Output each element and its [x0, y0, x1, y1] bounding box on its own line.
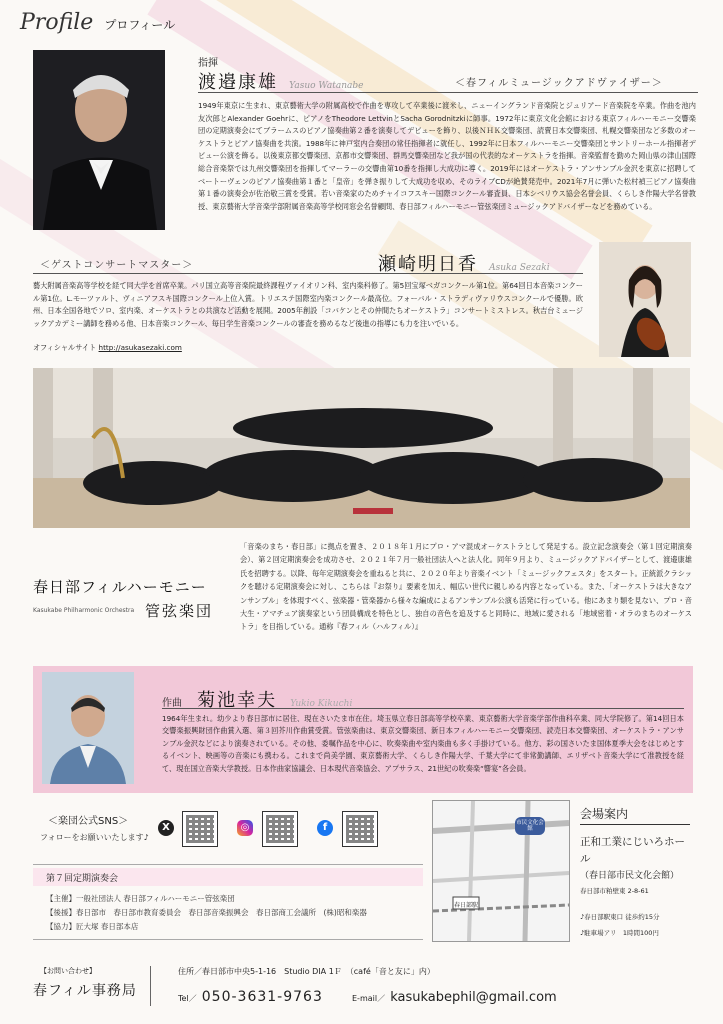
- orchestra-name-jp-2: 管弦楽団: [145, 602, 214, 620]
- x-icon[interactable]: X: [158, 820, 174, 836]
- venue-name: 正和工業にじいろホール: [580, 836, 685, 865]
- orchestra-name-en: Kasukabe Philharmonic Orchestra: [33, 607, 135, 614]
- page-header: [20, 10, 175, 35]
- concertmaster-site-link[interactable]: http://asukasezaki.com: [98, 343, 182, 352]
- concertmaster-tagline: ＜ゲストコンサートマスター＞: [40, 260, 194, 271]
- conductor-roman-name: Yasuo Watanabe: [289, 81, 364, 91]
- conductor-name-row: [198, 68, 363, 94]
- orchestra-name-block: [33, 576, 233, 620]
- footer-inquiry-label: 【お問い合わせ】: [40, 967, 96, 975]
- footer-tel-label: Tel／: [178, 994, 197, 1003]
- venue-parking: ♪駐車場アリ 1時間100円: [580, 929, 659, 937]
- sns-subtitle: フォローをお願いいたします♪: [40, 833, 149, 842]
- concertmaster-divider: [33, 273, 583, 274]
- footer-address: 住所／春日部市中央5-1-16 Studio DIA 1Ｆ （café「音と友に」内）: [178, 967, 435, 976]
- concert-row-sponsor: [46, 907, 367, 918]
- conductor-tagline: ＜春フィルミュージックアドヴァイザー＞: [455, 78, 663, 89]
- orchestra-bio: 「音楽のまち・春日部」に拠点を置き、２０１８年１月にプロ・アマ混成オーケストラとして発足する。設立記念演奏会（第１回定期演奏会）、第２回定期演奏会を成功させ、２０２１年７月一般社団法人へと法人化。同年９月より、ミュージックアドバイザーとして、渡邉康雄氏を招聘する。以降、毎年定期演奏会を重ねると共に、２０２０年より音楽イベント「ミュージックフェスタ」をスタート。正統派クラシックを聴ける定期演奏会に対し、こちらは『お祭り』要素を加え、幅広い世代に親しめる内容となっている。また、「オーケストラは大きなアンサンブル」を体現すべく、弦楽器・管楽器から様々な編成によるアンサンブル公演も活発に行っている。他にあまり類を見ない、プロ・音大生・アマチュア演奏家という団員構成を特色とし、独自の音色を追及すると同時に、地域に愛される「地域密着・オラのまちのオーケストラ」を目指している。通称『春フィル（ハルフィル）』: [240, 542, 692, 632]
- composer-roman-name: Yukio Kikuchi: [290, 699, 353, 709]
- footer-tel[interactable]: 050-3631-9763: [201, 989, 323, 1005]
- concertmaster-roman-name: Asuka Sezaki: [489, 263, 550, 273]
- concertmaster-site-label: オフィシャルサイト: [33, 343, 97, 352]
- conductor-photo: [33, 50, 165, 230]
- row-value: 一般社団法人 春日部フィルハーモニー管弦楽団: [76, 894, 235, 903]
- map-station-label: 春日部駅: [454, 902, 479, 909]
- x-qr-code: [182, 811, 218, 847]
- conductor-name: 渡邉康雄: [198, 72, 278, 93]
- instagram-icon[interactable]: ◎: [237, 820, 253, 836]
- composer-role: 作曲: [162, 698, 182, 709]
- orchestra-name-jp: 春日部フィルハーモニー: [33, 578, 207, 596]
- venue-access: ♪春日部駅東口 徒歩約15分: [580, 913, 660, 921]
- row-key: 【主催】: [46, 894, 76, 903]
- composer-bio: 1964年生まれ。幼少より春日部市に居住、現在さいたま市在住。埼玉県立春日部高等学校卒業、東京藝術大学音楽学部作曲科卒業、同大学院修了。第14回日本交響楽振興財団作曲賞入選、第３回芥川作曲賞受賞。管弦楽曲は、東京交響楽団、新日本フィルハーモニー交響楽団、読売日本交響楽団、オーケストラ・アンサンブル金沢などにより演奏されている。その他、委嘱作品を中心に、吹奏楽曲や室内楽曲も多く手掛けている。他方、彩の国さいたま国体夏季大会をはじめとするイベント、映画等の音楽にも携わる。これまで尚美学園、東京藝術大学、くらしき作陽大学、千葉大学にて非常勤講師、エリザベト音楽大学にて准教授を経て、現在国立音楽大学教授。日本作曲家協議会、日本現代音楽協会、アプサラス、21世紀の吹奏楽“響宴”各会員。: [162, 714, 684, 773]
- venue-sub: （春日部市民文化会館）: [580, 871, 680, 881]
- venue-title: 会場案内: [580, 807, 629, 821]
- profile-script-title: Profile: [20, 10, 94, 35]
- row-value: 匠大塚 春日部本店: [76, 922, 139, 931]
- concertmaster-bio: 藝大附属音楽高等学校を経て同大学を首席卒業。パリ国立高等音楽院最終課程ヴァイオリン科、室内楽科修了。第5回宝塚ベガコンクール第1位。第64回日本音楽コンクール第1位。L.モーツァルト、ヴィニアフスキ国際コンクール上位入賞。トリエステ国際室内楽コンクール最高位。フォーバル・ストラディヴァリウスコンクールで優勝。欧州、日本全国各地でソロ、室内楽、オーケストラとの共演など活動を展開。2005年創設「コバケンとその仲間たちオーケストラ」コンサートミストレス。秋吉台ミュージックアカデミー講師を務める他、日本音楽コンクール、毎日学生音楽コンクールの審査を務めるなど後進の指導にも力を注いでいる。: [33, 281, 583, 328]
- row-key: 【協力】: [46, 922, 76, 931]
- composer-photo: [42, 672, 134, 784]
- footer-email-row: [352, 986, 557, 1005]
- concertmaster-name: 瀬崎明日香: [378, 254, 478, 275]
- conductor-role: 指揮: [198, 58, 218, 69]
- concert-title: 第７回定期演奏会: [46, 874, 119, 884]
- concertmaster-photo: [599, 242, 691, 357]
- map-hall-label: 市民文化会館: [516, 820, 544, 832]
- conductor-bio: 1949年東京に生まれ、東京藝術大学の附属高校で作曲を専攻して卒業後に渡米し、ニューイングランド音楽院とジュリアード音楽院を卒業。作曲を池内友次郎とAlexander Goehrに、ピアノをTheodore LettvinとSacha Gorodnitzkiに師事。1972年に東京文化会館における東京フィルハーモニー交響楽団の定期演奏会にてブラームスのピアノ協奏曲第２番を演奏してデビューを飾り、以後ＮＨＫ交響楽団、読賣日本交響楽団、札幌交響楽団など多数のオーケストラとピアノ協奏曲を共演。1988年に神戸室内合奏団の常任指揮者に就任し、1992年に日本フィルハーモニー交響楽団とサントリーホール指揮者デビュー公演を飾る。以後東京都交響楽団、京都市交響楽団、群馬交響楽団など我が国の代表的なオーケストラを指揮。音楽監督を勤めた岡山県の津山国際総合音楽祭では九州交響楽団を指揮してマーラーの交響曲第10番を指揮し大成功に導く。2019年にはオーケストラ・アンサンブル金沢を東京に招聘してベートーヴェンのピアノ協奏曲第１番と「皇帝」を弾き振りして大成功を収め、そのライブCDが絶賛発売中。2021年7月に弾いた松村禎三ピアノ協奏曲第１番の演奏会が佐治敬三賞を受賞。若い音楽家のためチャイコフスキー国際コンクール審査員、日本シベリウス協会名誉会員、くらしき作陽大学名誉教授、東京藝術大学音楽学部附属音楽高等学校同窓会名誉顧問、春日部フィルハーモニー管弦楽団ミュージックアドバイザーなどを務めている。: [198, 101, 696, 211]
- orchestra-photo: [33, 368, 690, 528]
- venue-divider: [580, 824, 690, 825]
- sns-title: ＜楽団公式SNS＞: [48, 816, 129, 827]
- profile-jp-title: プロフィール: [104, 18, 176, 32]
- composer-divider: [162, 708, 684, 709]
- footer-tel-row: [178, 986, 323, 1005]
- footer-email[interactable]: kasukabephil@gmail.com: [390, 990, 557, 1005]
- composer-name: 菊池幸夫: [197, 690, 278, 711]
- concert-row-organizer: [46, 893, 235, 904]
- footer-office: 春フィル事務局: [33, 983, 137, 999]
- footer-email-label: E-mail／: [352, 994, 386, 1003]
- facebook-qr-code: [342, 811, 378, 847]
- venue-map: [432, 800, 570, 942]
- footer-divider: [150, 966, 151, 1006]
- venue-address: 春日部市粕壁東 2-8-61: [580, 887, 649, 895]
- concertmaster-site-row: [33, 342, 182, 355]
- conductor-divider: [198, 92, 698, 93]
- concert-row-cooperation: [46, 921, 138, 932]
- row-value: 春日部市 春日部市教育委員会 春日部音楽振興会 春日部商工会議所 (株)昭和楽器: [76, 908, 367, 917]
- row-key: 【後援】: [46, 908, 76, 917]
- facebook-icon[interactable]: f: [317, 820, 333, 836]
- instagram-qr-code: [262, 811, 298, 847]
